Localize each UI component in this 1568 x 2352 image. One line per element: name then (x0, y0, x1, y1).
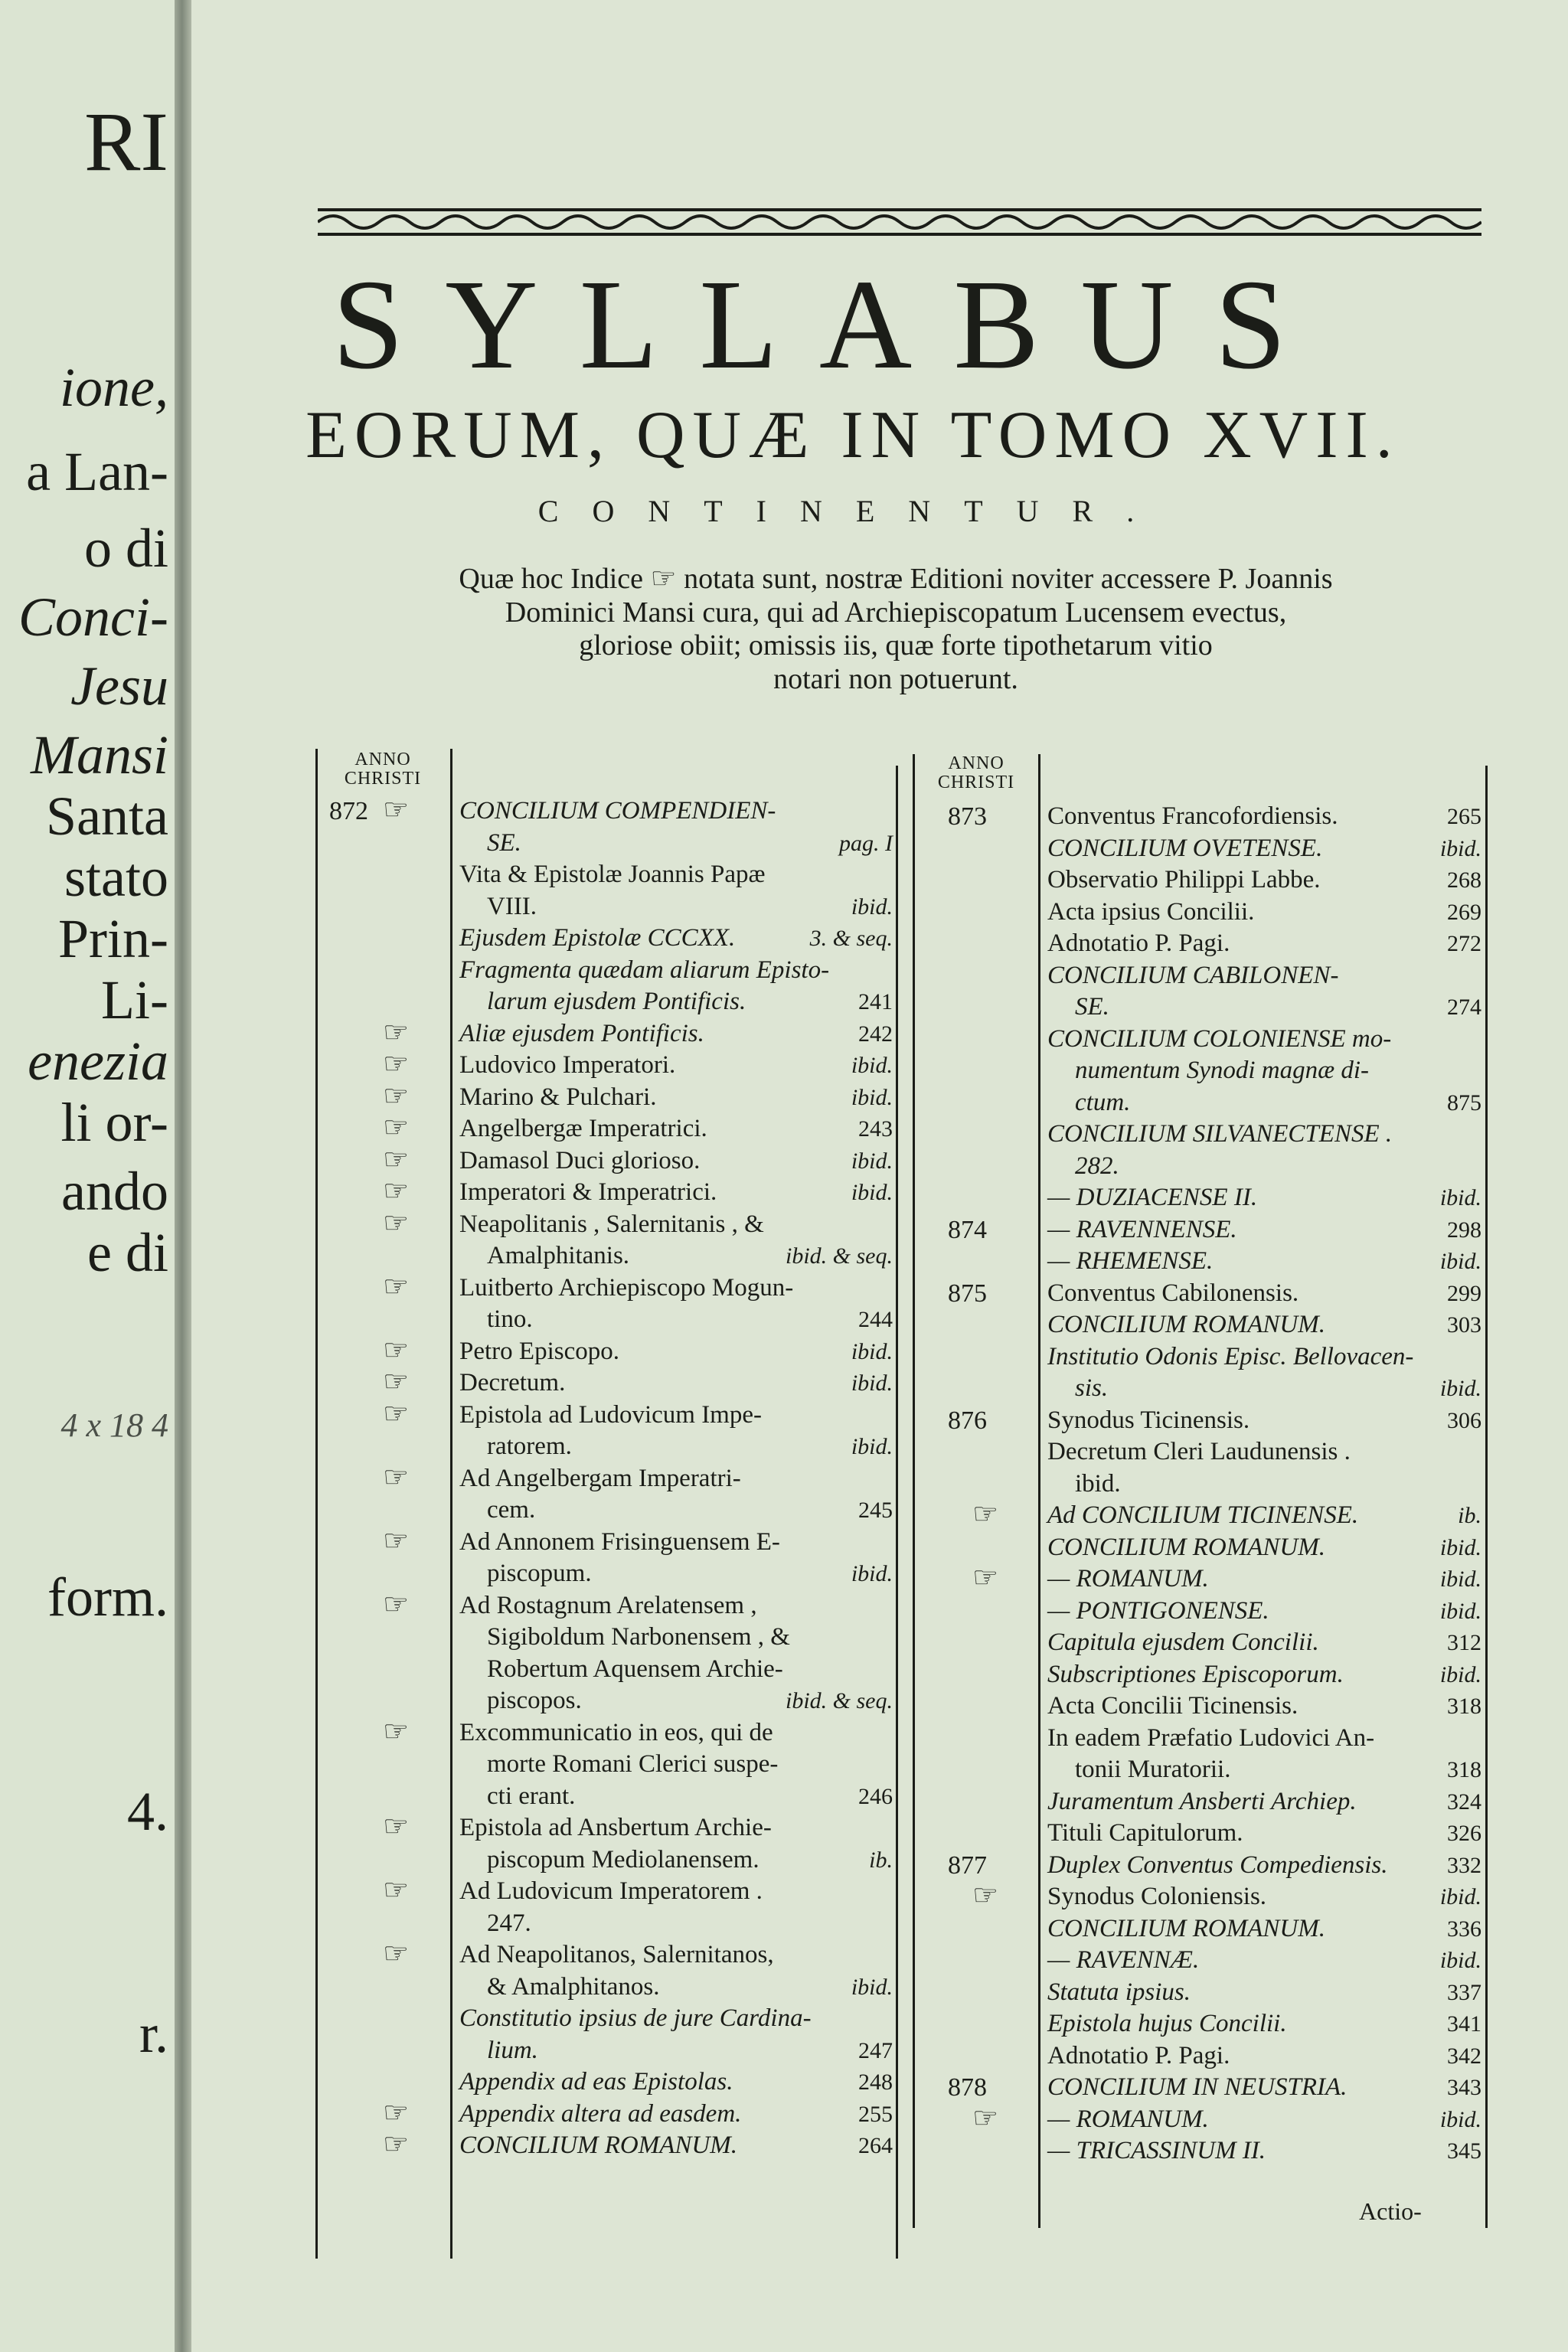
page-reference: ibid. (1439, 1661, 1481, 1687)
index-entry-line: Epistola ad Ludovicum Impe- (459, 1400, 762, 1429)
index-entry-line: In eadem Præfatio Ludovici An- (1047, 1723, 1375, 1752)
index-entry-line: larum ejusdem Pontificis. (487, 988, 746, 1015)
index-entry-line: CONCILIUM ROMANUM. (1047, 1311, 1325, 1338)
index-entry-line: Subscriptiones Episcoporum. (1047, 1660, 1344, 1688)
index-entry-line: Amalphitanis. (487, 1242, 630, 1269)
page-reference: ibid. (851, 1053, 893, 1078)
pointing-hand-icon: ☞ (972, 2102, 999, 2135)
page-reference: 243 (858, 1116, 893, 1142)
pointing-hand-icon: ☞ (972, 1498, 999, 1530)
index-entry-line: Synodus Ticinensis. (1047, 1406, 1250, 1434)
column-rule (1038, 754, 1040, 2228)
index-entry-line: Institutio Odonis Episc. Bellovacen- (1047, 1342, 1414, 1370)
left-page-fragment: form. (47, 1566, 168, 1628)
year-label: 878 (948, 2073, 987, 2102)
index-entry-line: Adnotatio P. Pagi. (1047, 2041, 1230, 2069)
page-reference: ibid. (1439, 1249, 1481, 1274)
page-reference: 241 (858, 989, 893, 1014)
left-page-fragment: Li- (101, 969, 168, 1031)
page-reference: 247 (858, 2037, 893, 2063)
page-reference: ibid. & seq. (786, 1243, 893, 1269)
index-entry-line: piscopum. (487, 1560, 592, 1587)
index-entry-line: — TRICASSINUM II. (1047, 2137, 1266, 2164)
page-reference: 326 (1447, 1821, 1481, 1846)
left-page-fragment: 4. (127, 1781, 168, 1842)
index-entry-line: Ad Angelbergam Imperatri- (459, 1464, 741, 1492)
page-reference: ibid. (851, 1561, 893, 1586)
page-reference: ibid. (1439, 2106, 1481, 2132)
index-entry-line: Observatio Philippi Labbe. (1047, 866, 1321, 893)
index-entry-line: SE. (1075, 993, 1109, 1021)
page-reference: 318 (1447, 1694, 1481, 1719)
year-label: 877 (948, 1851, 987, 1880)
pointing-hand-icon: ☞ (383, 1270, 410, 1303)
index-entry-line: Adnotatio P. Pagi. (1047, 929, 1230, 957)
index-entry-line: Duplex Conventus Compediensis. (1047, 1851, 1388, 1879)
column-rule (315, 749, 318, 2259)
index-entry-line: Appendix altera ad easdem. (459, 2099, 742, 2128)
index-entry-line: Aliæ ejusdem Pontificis. (459, 1019, 704, 1047)
index-entry-line: — RHEMENSE. (1047, 1247, 1214, 1275)
page-reference: ibid. (1439, 1948, 1481, 1973)
pointing-hand-icon: ☞ (383, 1112, 410, 1144)
page-reference: 255 (858, 2101, 893, 2127)
page-reference: ibid. (1439, 835, 1481, 861)
pointing-hand-icon: ☞ (383, 1874, 410, 1906)
pointing-hand-icon: ☞ (383, 1397, 410, 1430)
left-page-fragment: e di (87, 1222, 168, 1283)
index-entry-line: Conventus Cabilonensis. (1047, 1279, 1299, 1307)
index-entry-line: CONCILIUM SILVANECTENSE . (1047, 1120, 1393, 1148)
pointing-hand-icon: ☞ (383, 1366, 410, 1398)
anno-christi-label: ANNO CHRISTI (937, 753, 1015, 793)
page-reference: 875 (1447, 1089, 1481, 1116)
page-reference: ibid. & seq. (786, 1688, 893, 1713)
page-reference: 345 (1447, 2138, 1481, 2164)
page-reference: ibid. (851, 1148, 893, 1174)
pointing-hand-icon: ☞ (383, 1143, 410, 1176)
left-page-fragment: Mansi (31, 724, 168, 786)
index-entry-line: Appendix ad eas Epistolas. (459, 2068, 733, 2096)
index-entry-line: Decretum. (459, 1369, 566, 1396)
page-reference: ibid. (1439, 1566, 1481, 1592)
index-entry-line: morte Romani Clerici suspe- (487, 1750, 779, 1778)
index-entry-line: numentum Synodi magnæ di- (1075, 1057, 1370, 1084)
page-reference: 324 (1447, 1788, 1481, 1815)
catchword: Actio- (1359, 2197, 1422, 2225)
index-entry-line: CONCILIUM IN NEUSTRIA. (1047, 2073, 1348, 2101)
index-entry-line: Tituli Capitulorum. (1047, 1819, 1243, 1847)
page-reference: ibid. (851, 1974, 893, 2000)
pointing-hand-icon: ☞ (383, 1080, 410, 1112)
index-entry-line: ibid. (1075, 1469, 1121, 1498)
year-label: 872 (329, 797, 368, 825)
index-entry-line: VIII. (487, 892, 537, 920)
index-entry-line: Constitutio ipsius de jure Cardina- (459, 2004, 812, 2032)
index-entry-line: cti erant. (487, 1782, 576, 1810)
left-page-fragment: r. (139, 2003, 168, 2064)
left-page-fragment: li or- (60, 1092, 168, 1153)
index-entry-line: piscopum Mediolanensem. (487, 1845, 760, 1873)
index-entry-line: Ejusdem Epistolæ CCCXX. (459, 924, 736, 952)
page-reference: ibid. (851, 1084, 893, 1110)
page-reference: ibid. (1439, 1884, 1481, 1909)
page-reference: 299 (1447, 1280, 1481, 1306)
left-page-fragment: enezia (28, 1031, 168, 1092)
pointing-hand-icon: ☞ (383, 1048, 410, 1080)
index-entry-line: Conventus Francofordiensis. (1047, 802, 1338, 830)
note-line: Quæ hoc Indice ☞ notata sunt, nostræ Editioni noviter accessere P. Joannis (459, 563, 1333, 595)
index-entry-line: Damasol Duci glorioso. (459, 1146, 701, 1174)
index-entry-line: Ad Ludovicum Imperatorem . (459, 1877, 763, 1905)
page-reference: pag. I (839, 830, 893, 856)
index-entry-line: Acta Concilii Ticinensis. (1047, 1692, 1298, 1720)
pointing-hand-icon: ☞ (383, 1938, 410, 1970)
pointing-hand-icon: ☞ (972, 1562, 999, 1594)
note-line: Dominici Mansi cura, qui ad Archiepiscopatum Lucensem evectus, (505, 596, 1287, 629)
left-page-fragment: Prin- (58, 908, 168, 969)
index-entry-line: — DUZIACENSE II. (1047, 1184, 1258, 1211)
index-entry-line: piscopos. (487, 1687, 582, 1714)
page-reference: 332 (1447, 1852, 1481, 1878)
pointing-hand-icon: ☞ (383, 1207, 410, 1240)
index-entry-line: Ad CONCILIUM TICINENSE. (1047, 1501, 1359, 1529)
left-page-fragment: ione, (60, 357, 168, 418)
index-entry-line: Angelbergæ Imperatrici. (459, 1115, 707, 1142)
index-entry-line: Epistola ad Ansbertum Archie- (459, 1814, 772, 1841)
page-reference: ibid. (851, 1338, 893, 1364)
index-entry-line: Robertum Aquensem Archie- (487, 1655, 783, 1683)
left-page-fragment: ando (61, 1161, 168, 1222)
index-entry-line: ctum. (1075, 1088, 1131, 1116)
page-reference: ibid. (1439, 1376, 1481, 1401)
year-label: 875 (948, 1279, 987, 1308)
page-subtitle: EORUM, QUÆ IN TOMO XVII. (305, 398, 1400, 472)
index-entry-line: — ROMANUM. (1047, 1565, 1209, 1592)
page-reference: 303 (1447, 1312, 1481, 1338)
index-entry-line: lium. (487, 2036, 538, 2064)
index-entry-line: Decretum Cleri Laudunensis . (1047, 1438, 1351, 1465)
index-entry-line: Acta ipsius Concilii. (1047, 897, 1255, 926)
left-page-fragment: RI (84, 95, 168, 188)
index-entry-line: sis. (1075, 1374, 1109, 1402)
index-entry-line: ratorem. (487, 1432, 572, 1460)
index-entry-line: — ROMANUM. (1047, 2105, 1209, 2133)
index-entry-line: CONCILIUM COLONIENSE mo- (1047, 1024, 1392, 1053)
page-reference: 274 (1447, 995, 1481, 1020)
left-page-fragment: Jesu (70, 655, 168, 717)
index-entry-line: tino. (487, 1305, 533, 1333)
index-entry-line: cem. (487, 1496, 536, 1524)
pointing-hand-icon: ☞ (383, 1175, 410, 1207)
page-reference: 3. & seq. (809, 926, 893, 951)
page-reference: 242 (858, 1021, 893, 1047)
note-line: notari non potuerunt. (773, 663, 1018, 696)
index-entry-line: CONCILIUM ROMANUM. (1047, 1914, 1325, 1942)
left-page-fragment: stato (64, 847, 168, 908)
left-page-fragment: o di (83, 518, 168, 579)
index-entry-line: CONCILIUM OVETENSE. (1047, 834, 1323, 862)
page-reference: 268 (1447, 867, 1481, 893)
index-entry-line: Luitberto Archiepiscopo Mogun- (459, 1273, 794, 1302)
page-reference: 248 (858, 2069, 893, 2095)
index-entry-line: Petro Episcopo. (459, 1337, 619, 1365)
index-entry-line: CONCILIUM COMPENDIEN- (459, 797, 776, 825)
page-reference: ibid. (851, 1370, 893, 1396)
page-reference: 341 (1447, 2011, 1481, 2037)
index-entry-line: — PONTIGONENSE. (1047, 1596, 1269, 1625)
index-entry-line: Neapolitanis , Salernitanis , & (459, 1210, 764, 1238)
page-reference: 312 (1447, 1630, 1481, 1655)
pointing-hand-icon: ☞ (972, 1880, 999, 1912)
index-entry-line: Marino & Pulchari. (459, 1083, 657, 1111)
index-entry-line: CONCILIUM ROMANUM. (1047, 1533, 1325, 1561)
index-entry-line: Ad Rostagnum Arelatensem , (459, 1591, 757, 1619)
left-page-fragment: 4 x 18 4 (60, 1406, 168, 1444)
year-label: 873 (948, 802, 987, 831)
index-entry-line: Ludovico Imperatori. (459, 1051, 676, 1079)
page-reference: ibid. (851, 893, 893, 920)
index-entry-line: Sigiboldum Narbonensem , & (487, 1623, 790, 1651)
index-entry-line: SE. (487, 828, 521, 857)
pointing-hand-icon: ☞ (383, 1524, 410, 1557)
page-reference: 265 (1447, 804, 1481, 829)
page-reference: ib. (869, 1847, 893, 1873)
page-reference: ibid. (1439, 1185, 1481, 1210)
pointing-hand-icon: ☞ (383, 2128, 410, 2161)
index-entry-line: — RAVENNÆ. (1047, 1946, 1200, 1974)
index-entry-line: — RAVENNENSE. (1047, 1215, 1237, 1243)
index-entry-line: 247. (487, 1909, 531, 1937)
page-reference: 264 (858, 2133, 893, 2158)
page-reference: 246 (858, 1783, 893, 1809)
index-entry-line: Capitula ejusdem Concilii. (1047, 1628, 1319, 1656)
index-entry-line: Excommunicatio in eos, qui de (459, 1718, 773, 1746)
index-entry-line: & Amalphitanos. (487, 1972, 660, 2001)
index-entry-line: Ad Neapolitanos, Salernitanos, (459, 1941, 774, 1968)
left-page-fragment: Santa (46, 786, 168, 847)
left-page-fragment: a Lan- (26, 441, 168, 502)
index-entry-line: Statuta ipsius. (1047, 1978, 1191, 2006)
page-subtitle-continentur: CONTINENTUR. (537, 494, 1168, 528)
column-rule (450, 749, 452, 2259)
page-reference: 269 (1447, 899, 1481, 925)
page-reference: 337 (1447, 1979, 1481, 2005)
index-entry-line: Synodus Coloniensis. (1047, 1883, 1267, 1910)
pointing-hand-icon: ☞ (383, 1334, 410, 1367)
year-label: 874 (948, 1215, 987, 1244)
left-page-fragment: Conci- (18, 586, 168, 648)
index-entry-line: Imperatori & Imperatrici. (459, 1178, 717, 1206)
pointing-hand-icon: ☞ (383, 1461, 410, 1494)
page-reference: 343 (1447, 2075, 1481, 2100)
index-entry-line: Fragmenta quædam aliarum Episto- (459, 956, 830, 984)
page-reference: 298 (1447, 1217, 1481, 1243)
index-entry-line: CONCILIUM CABILONEN- (1047, 961, 1339, 989)
page-reference: 318 (1447, 1757, 1481, 1782)
index-entry-line: tonii Muratorii. (1075, 1756, 1231, 1783)
page-reference: 342 (1447, 2043, 1481, 2069)
page-title: SYLLABUS (332, 253, 1328, 396)
ornament-border (318, 205, 1481, 239)
year-label: 876 (948, 1406, 987, 1435)
column-rule (896, 766, 898, 2259)
index-entry-line: Juramentum Ansberti Archiep. (1047, 1787, 1357, 1815)
column-rule (1485, 766, 1488, 2228)
note-line: gloriose obiit; omissis iis, quæ forte tipothetarum vitio (579, 629, 1213, 662)
column-rule (913, 754, 915, 2228)
page-reference: ib. (1458, 1503, 1481, 1528)
page-reference: ibid. (1439, 1534, 1481, 1560)
editorial-note (299, 563, 1493, 697)
page-reference: ibid. (1439, 1598, 1481, 1624)
anno-christi-label: ANNO CHRISTI (344, 750, 422, 789)
index-entry-line: Vita & Epistolæ Joannis Papæ (459, 861, 766, 888)
index-entry-line: 282. (1075, 1152, 1119, 1180)
pointing-hand-icon: ☞ (383, 794, 410, 826)
page-reference: ibid. (851, 1434, 893, 1459)
index-entry-line: Epistola hujus Concilii. (1047, 2010, 1287, 2037)
pointing-hand-icon: ☞ (383, 1016, 410, 1049)
pointing-hand-icon: ☞ (383, 2096, 410, 2129)
pointing-hand-icon: ☞ (383, 1811, 410, 1843)
pointing-hand-icon: ☞ (383, 1715, 410, 1748)
page-reference: 245 (858, 1498, 893, 1523)
page-reference: 336 (1447, 1916, 1481, 1942)
page-reference: 244 (858, 1307, 893, 1332)
page-reference: 272 (1447, 931, 1481, 956)
index-entry-line: CONCILIUM ROMANUM. (459, 2132, 737, 2159)
index-entry-line: Ad Annonem Frisinguensem E- (459, 1527, 780, 1556)
page-reference: 306 (1447, 1407, 1481, 1433)
page-reference: ibid. (851, 1180, 893, 1205)
pointing-hand-icon: ☞ (383, 1588, 410, 1621)
